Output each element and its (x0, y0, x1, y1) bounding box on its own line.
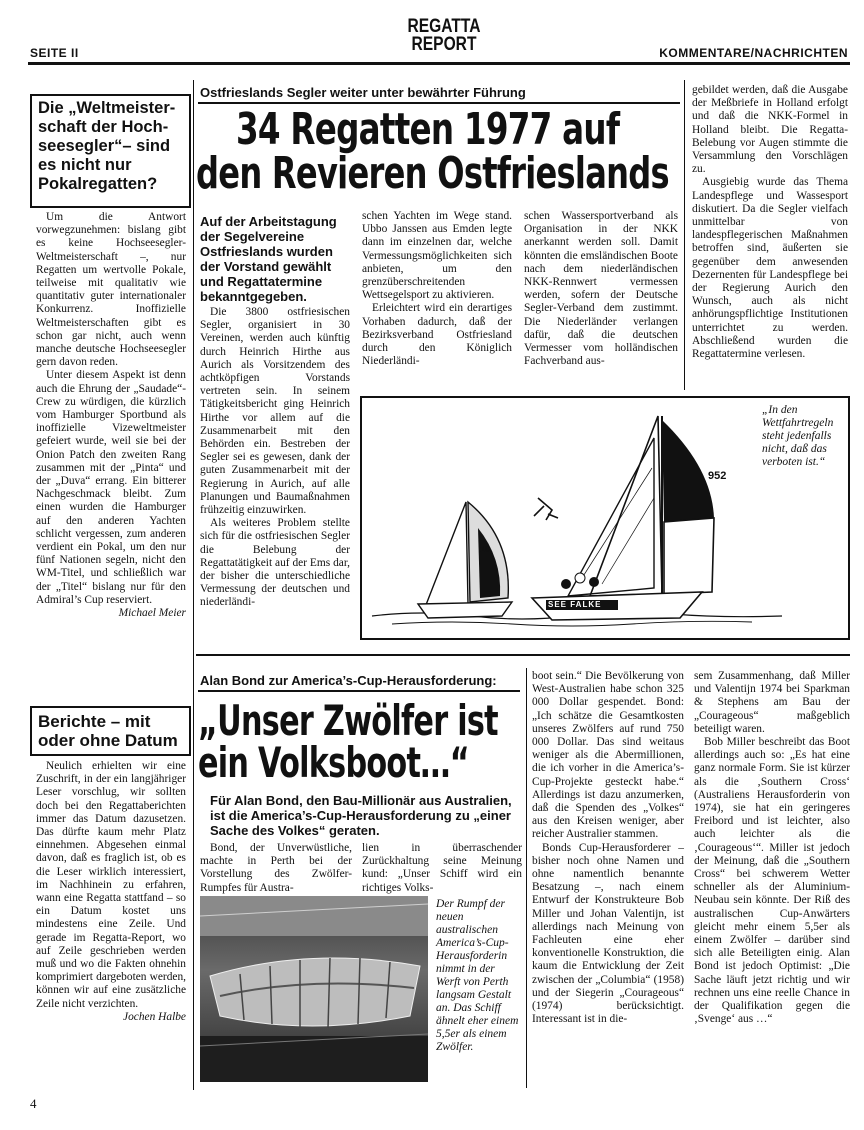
publication-logo (405, 18, 484, 54)
logo-line-2: REPORT (411, 34, 477, 55)
story1-headline-line2: den Revieren Ostfrieslands (196, 148, 669, 199)
story1-col4 (692, 84, 848, 361)
cartoon-sail-number: 952 (708, 470, 727, 482)
page-number: 4 (30, 1096, 37, 1111)
story1-headline-line1: 34 Regatten 1977 auf (236, 104, 620, 155)
column-divider (193, 80, 194, 1090)
sidebar1-author: Michael Meier (118, 607, 186, 620)
sidebar1-paragraph: Um die Antwort vorwegzunehmen: bislang gibt es keine Hochseesegler-Weltmeisterschaft –, nur Regatten um wertvolle Pokale, teilweise mit qualitativ wie quantitativ guter internationaler Konkurrenz. Inoffizielle Weltmeisterschaften gibt es schon gar nicht, auch wenn manche deutsche Hochseesegler gern davon reden. (36, 211, 186, 369)
story2-headline-line1: „Unser Zwölfer ist (198, 696, 498, 745)
story1-paragraph: schen Yachten im Wege stand. Ubbo Janssen aus Emden legte dann im einzelnen dar, welche Vermessungsmöglichkeiten sich anbieten, um den grenzüberschreitenden Wettsegelsport zu aktivieren. (362, 210, 512, 302)
boat-hull-frame-photo (200, 896, 428, 1082)
story2-lead: Für Alan Bond, den Bau-Millionär aus Australien, ist die America’s-Cup-Herausforderung zu „einer Sache des Volkes“ geraten. (210, 793, 512, 838)
page-category-label: KOMMENTARE/NACHRICHTEN (659, 46, 848, 60)
story1-col1 (200, 306, 350, 610)
story2-col3 (532, 670, 684, 1026)
story2-col4 (694, 670, 850, 1026)
story1-col2 (362, 210, 512, 368)
story2-headline-line2: ein Volksboot…“ (198, 738, 469, 787)
story2-paragraph: lien in überraschender Zurückhaltung seine Meinung kund: „Unser Schiff wird ein richtiges Volks- (362, 842, 522, 894)
column-divider (684, 80, 685, 390)
sidebar2-headline: Berichte – mit oder ohne Datum (38, 712, 178, 750)
hull-photo (200, 896, 428, 1082)
story2-paragraph: sem Zusammenhang, daß Miller und Valentijn 1974 bei Sparkman & Stephens am Bau der „Courageous“ maßgeblich beteiligt waren. (694, 670, 850, 735)
story1-paragraph: Als weiteres Problem stellte sich für die ostfriesischen Segler die Belebung der Regattatätigkeit auf der Ems dar, der bisher die unterschiedliche Vermessung der deutschen und niederländi- (200, 517, 350, 609)
story1-col3 (524, 210, 678, 368)
story1-paragraph: Ausgiebig wurde das Thema Landespflege und Wassesport diskutiert. Da die Segler vielfach unmittelbar von landespflegerischen Maßnahmen betroffen sind, äußerten sie gegenüber dem anwesenden Dezernenten für Landespflege bei der Regierung Aurich den Wunsch, auch als nicht anhörungspflichtige Institutionen unterrichtet zu werden. Abschließend wurden die Regattatermine verlesen. (692, 176, 848, 361)
header-rule (28, 62, 850, 65)
story1-kicker: Ostfrieslands Segler weiter unter bewährter Führung (200, 85, 526, 100)
logo-line-1: REGATTA (407, 16, 481, 37)
sidebar2-body (36, 760, 186, 1024)
story2-kicker-rule (198, 690, 520, 692)
story2-paragraph: Bob Miller beschreibt das Boot allerdings auch so: „Es hat eine ganz normale Form. Sie ist kürzer als die ‚Southern Cross‘ (Australiens Herausforderin von 1974), sie hat ein geringeres Freibord und ist leichter, also auch leichter als die ‚Courageous‘“. Miller ist jedoch der Meinung, daß die „Southern Cross“ bei schwerem Wetter schneller als der Aluminium-Neubau sein könnte. Der Riß des australischen Cup-Anwärters gleicht mehr einem 5,5er als einem Zwölfer – darüber sind sich alle Beteiligten einig. Alan Bond ist jedoch Optimist: „Die Sache läuft jetzt richtig und wir rechnen uns eine reelle Chance in der Qualifikation gegen die ‚Svenge‘ aus …“ (694, 736, 850, 1026)
sidebar1-headline: Die „Weltmeister-schaft der Hoch-seesegler“– sind es nicht nur Pokalregatten? (38, 99, 176, 193)
story2-paragraph: Bond, der Unverwüstliche, machte in Perth bei der Vorstellung des Zwölfer-Rumpfes für Austra- (200, 842, 352, 894)
story2-paragraph: boot sein.“ Die Bevölkerung von West-Australien habe schon 325 000 Dollar gespendet. Bond: „Ich schätze die Gesamtkosten unseres Zwölfers auf rund 750 000 Dollar. Das sind weitaus weniger als die Abermillionen, die ich vorher in die America’s-Cup-Projekte gesteckt habe.“ Allerdings ist dazu anzumerken, daß die Spenden des „Volkes“ aus den Kreisen weniger, aber reicher Australier stammen. (532, 670, 684, 841)
cartoon-boat-name: SEE FALKE (548, 600, 602, 609)
story2-col2 (362, 842, 522, 895)
photo-caption: Der Rumpf der neuen australischen America’s-Cup-Herausforderin nimmt in der Werft von Perth langsam Gestalt an. Das Schiff ähnelt eher einem 5,5er als einem Zwölfer. (436, 898, 519, 1053)
page-section-label: SEITE II (30, 46, 79, 60)
cartoon-caption: „In den Wettfahrtregeln steht jedenfalls nicht, daß das verboten ist.“ (762, 404, 834, 468)
sidebar1-body (36, 211, 186, 620)
section-rule (196, 654, 850, 656)
sailing-cartoon (360, 396, 850, 640)
story2-col1 (200, 842, 352, 895)
story1-paragraph: Erleichtert wird ein derartiges Vorhaben dadurch, daß der Bezirksverband Ostfriesland durch den Königlich Niederländi- (362, 302, 512, 368)
sidebar2-author: Jochen Halbe (123, 1010, 186, 1023)
sidebar2-paragraph: Neulich erhielten wir eine Zuschrift, in der ein langjähriger Leser vorschlug, wir sollten doch bei den Regattaberichten immer das Datum dazusetzen. Das dürfte kaum mehr Platz einnehmen. Abgesehen einmal davon, daß es fraglich ist, ob es die Leser wirklich interessiert, im Nachhinein zu erfahren, wann eine Regatta stattfand – so ein Datum kostet uns mindestens eine Zeile. Und gerade im Regatta-Report, wo auf Zeile geschrieben werden muß und wo die Fakten ohnehin komprimiert dargeboten werden, können wir auf eine zusätzliche Zeile nicht verzichten. (36, 760, 186, 1010)
story2-kicker: Alan Bond zur America’s-Cup-Herausforderung: (200, 673, 497, 688)
story1-paragraph: gebildet werden, daß die Ausgabe der Meßbriefe in Holland erfolgt und daß die NKK-Formel in Holland bleibt. Die Regatta-Belebung vor Augen stimmte die Versammlung den Vorschlägen zu. (692, 84, 848, 176)
story1-paragraph: schen Wassersportverband als Organisation in der NKK anerkannt werden soll. Damit könnten die emsländischen Boote nach dem niederländischen NKK-Rennwert vermessen werden, sofern der Deutsche Segler-Verband dem zustimmt. Die Niederländer verlangen dafür, daß die deutschen Vermesser vom holländischen Fachverband aus- (524, 210, 678, 368)
column-divider (526, 668, 527, 1088)
story1-lead: Auf der Arbeitstagung der Segelvereine Ostfrieslands wurden der Vorstand gewählt und Regattatermine bekanntgegeben. (200, 214, 337, 304)
story2-paragraph: Bonds Cup-Herausforderer – bisher noch ohne Namen und ohne namentlich benannte Besatzung –, nach einem Entwurf der Konstrukteure Bob Miller und Johan Valentijn, ist allerdings nach Meinung von Fachleuten eine eher konventionelle Konstruktion, die kaum die Entwicklung der Zeit zwischen der „Columbia“ (1958) und der Siegerin „Courageous“ (1974) berücksichtigt. Interessant ist in die- (532, 841, 684, 1026)
story1-paragraph: Die 3800 ostfriesischen Segler, organisiert in 30 Vereinen, werden auch künftig durch Heinrich Hirthe aus Aurich als Vorsitzendem des achtköpfigen Vorstands vertreten sein. In seinem Tätigkeitsbericht ging Heinrich Hirthe vor allem auf die Zusammenarbeit mit den Behörden ein. Bestreben der Segler sei es gewesen, dank der guten Zusammenarbeit mit der Regierung in Aurich, auf alle Planungen und Baumaßnahmen frühzeitig einzuwirken. (200, 306, 350, 517)
sidebar1-paragraph: Unter diesem Aspekt ist denn auch die Ehrung der „Saudade“-Crew zu würdigen, die kürzlich vom Hamburger Sportbund als inoffizielle Vizeweltmeister gefeiert wurde, weil sie bei der Onion Patch den zweiten Rang zusammen mit der „Pinta“ und der „Duva“ errang. Ein bitterer Nachgeschmack bleibt. Zum einen wurden die Hamburger auf den anderen Yachten schlicht vergessen, zum anderen verdient ein Pokal, um den nur fünf Nationen segeln, nicht den WM-Titel, und schließlich war der „Titel“ bislang nur für den Admiral’s Cup reserviert. (36, 369, 186, 606)
cartoon-sail-number-2: 10 (480, 544, 491, 554)
